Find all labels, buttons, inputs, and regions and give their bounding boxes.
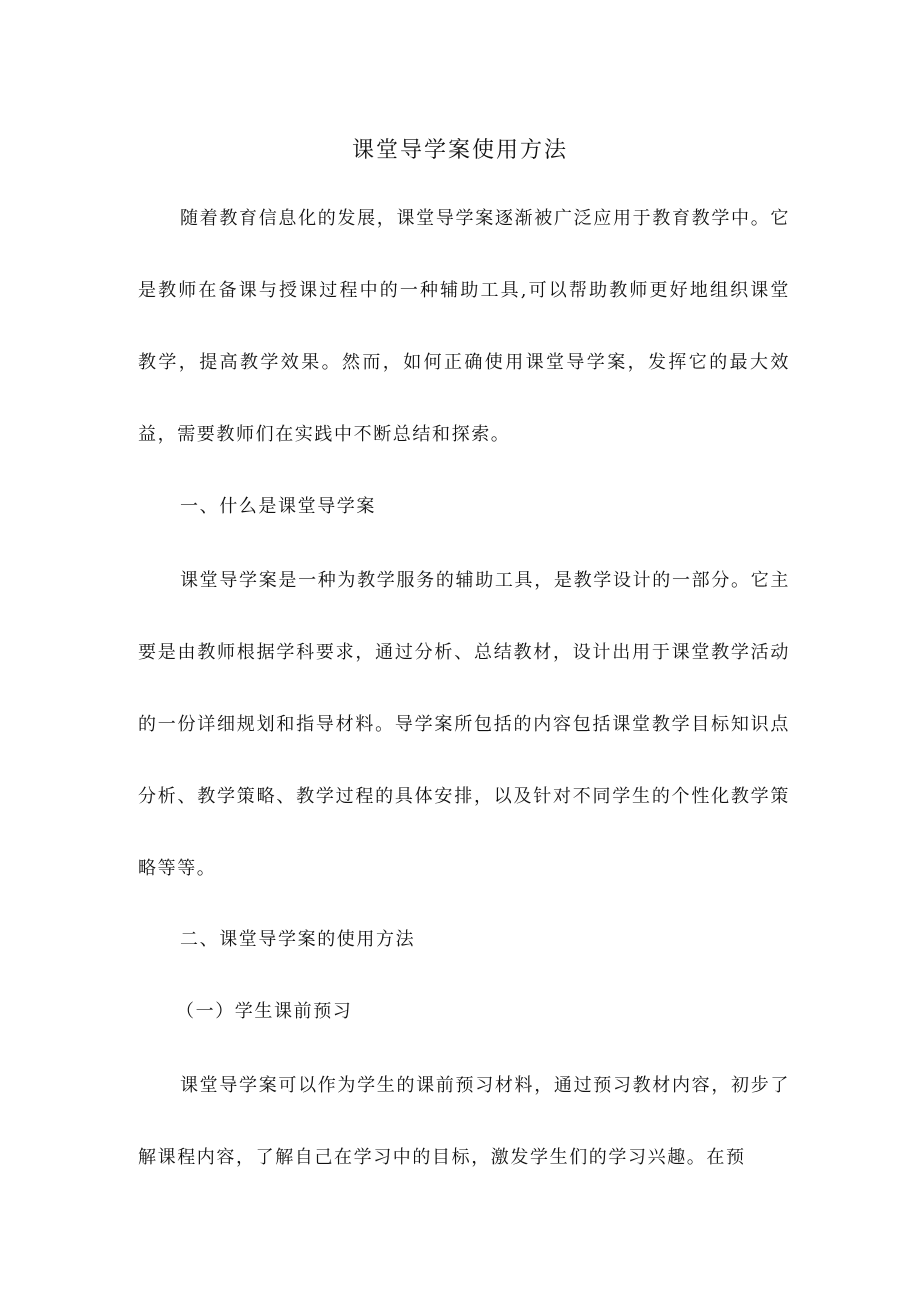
subsection-heading-1: （一）学生课前预习 xyxy=(176,1001,353,1022)
document-title: 课堂导学案使用方法 xyxy=(351,138,568,163)
intro-paragraph: 随着教育信息化的发展，课堂导学案逐渐被广泛应用于教育教学中。它是教师在备课与授课过程中的一种辅助工具,可以帮助教师更好地组织课堂教学，提高教学效果。然而，如何正确使用课堂导学案，发挥它的最大效益，需要教师们在实践中不断总结和探索。 xyxy=(138,208,790,445)
subsection-body-1: 课堂导学案可以作为学生的课前预习材料，通过预习教材内容，初步了解课程内容，了解自己在学习中的目标，激发学生们的学习兴趣。在预 xyxy=(138,1075,790,1168)
section-body-1: 课堂导学案是一种为教学服务的辅助工具，是教学设计的一部分。它主要是由教师根据学科要求，通过分析、总结教材，设计出用于课堂教学活动的一份详细规划和指导材料。导学案所包括的内容包括课堂教学目标知识点分析、教学策略、教学过程的具体安排，以及针对不同学生的个性化教学策略等等。 xyxy=(138,570,790,879)
section-heading-2: 二、课堂导学案的使用方法 xyxy=(180,929,416,950)
section-heading-1: 一、什么是课堂导学案 xyxy=(180,496,376,517)
